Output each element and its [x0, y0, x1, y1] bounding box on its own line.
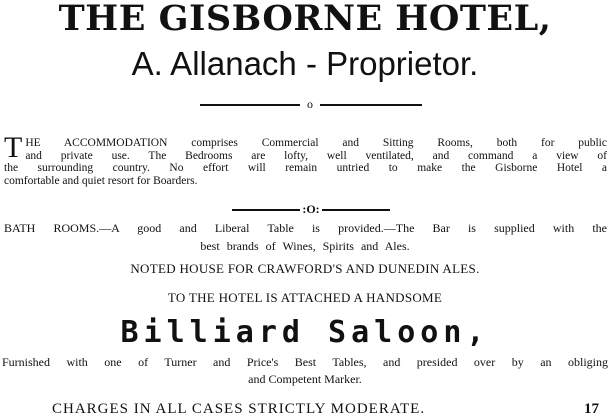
- charges-line: CHARGES IN ALL CASES STRICTLY MODERATE.: [52, 401, 426, 417]
- competent-marker-line: and Competent Marker.: [248, 372, 362, 386]
- divider-rule-left: [232, 209, 300, 211]
- attached-line: TO THE HOTEL IS ATTACHED A HANDSOME: [167, 290, 443, 305]
- page-number: 17: [584, 401, 599, 417]
- accommodation-paragraph: [4, 131, 607, 187]
- accommodation-line: and private use. The Bedrooms are lofty, well ventilated, and command a view of: [25, 149, 607, 162]
- proprietor-line: A. Allanach - Proprietor.: [131, 45, 479, 82]
- divider-rule-left: [200, 104, 300, 106]
- divider-rule-right: [320, 104, 422, 106]
- divider-mark: o: [307, 97, 313, 111]
- divider-rule-right: [322, 209, 390, 211]
- furnished-line: Furnished with one of Turner and Price's Best Tables, and presided over by an obliging: [2, 355, 608, 369]
- hotel-title: THE GISBORNE HOTEL,: [58, 0, 552, 39]
- section-divider: [232, 202, 390, 216]
- accommodation-line: comfortable and quiet resort for Boarders.: [4, 174, 198, 187]
- divider-mark: :O:: [302, 202, 320, 216]
- accommodation-line: the surrounding country. No effort will remain untried to make the Gisborne Hotel a: [4, 162, 607, 174]
- billiard-saloon-heading: Billiard Saloon,: [120, 315, 490, 350]
- accommodation-line: HE ACCOMMODATION comprises Commercial and Sitting Rooms, both for public: [25, 137, 607, 149]
- bath-rooms-line: BATH ROOMS.—A good and Liberal Table is provided.—The Bar is supplied with the: [4, 221, 607, 235]
- ornamental-divider: [200, 98, 422, 112]
- drop-cap: T: [4, 131, 23, 164]
- noted-house-line: NOTED HOUSE FOR CRAWFORD'S AND DUNEDIN ALES.: [130, 261, 480, 276]
- bath-rooms-line-continued: best brands of Wines, Spirits and Ales.: [200, 239, 410, 253]
